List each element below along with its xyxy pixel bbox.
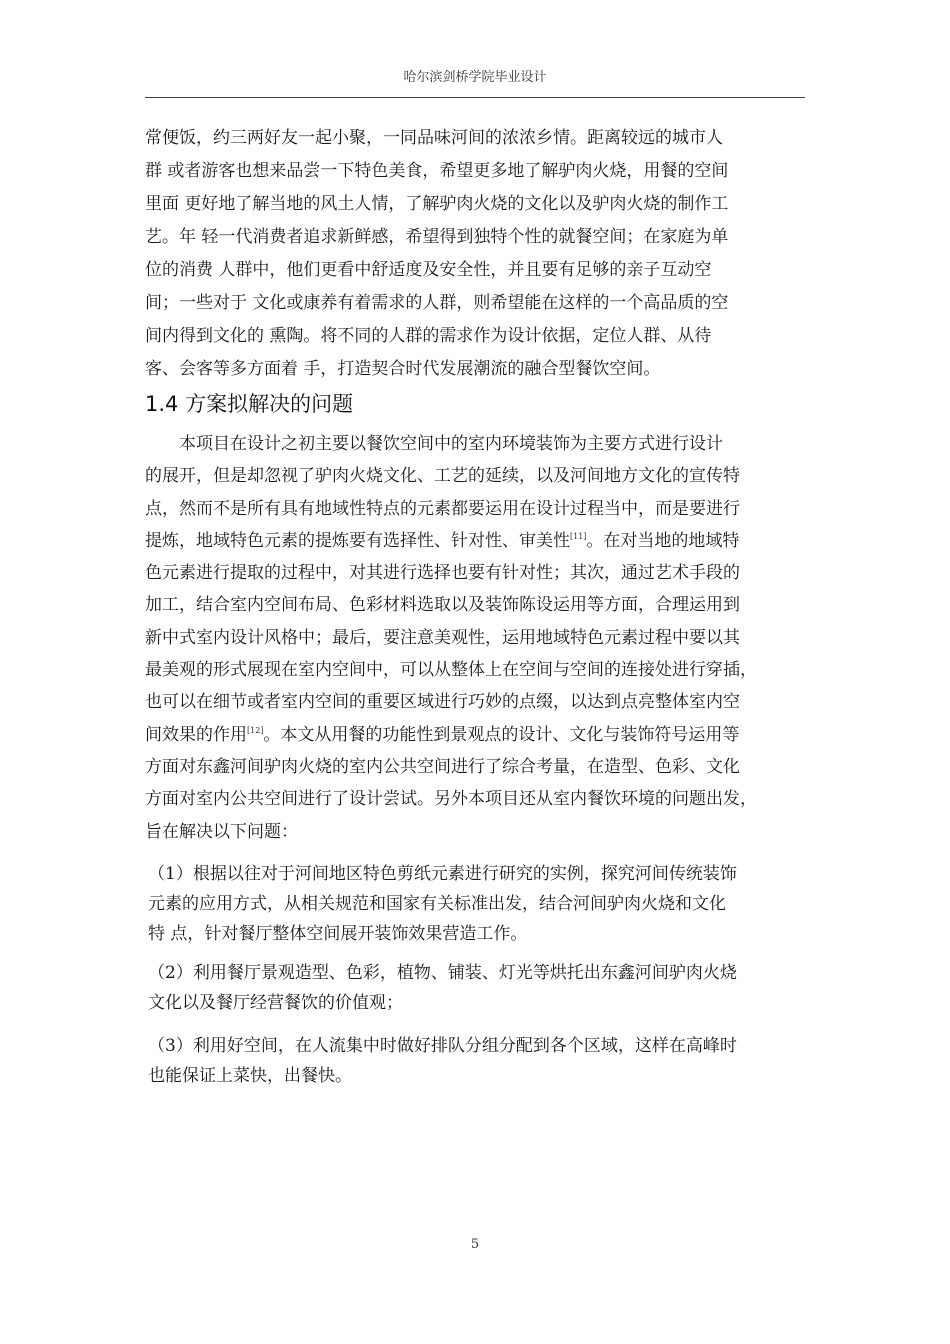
text-line: 常便饭，约三两好友一起小聚，一同品味河间的浓浓乡情。距离较远的城市人 (145, 128, 723, 148)
text-segment: 间效果的作用 (145, 724, 247, 745)
text-line: （2）利用餐厅景观造型、色彩，植物、铺装、灯光等烘托出东鑫河间驴肉火烧 (148, 963, 737, 983)
text-line: 群 或者游客也想来品尝一下特色美食，希望更多地了解驴肉火烧，用餐的空间 (145, 161, 729, 181)
text-line: 本项目在设计之初主要以餐饮空间中的室内环境装饰为主要方式进行设计 (145, 434, 723, 454)
text-line: 方面对东鑫河间驴肉火烧的室内公共空间进行了综合考量，在造型、色彩、文化 (145, 756, 740, 777)
text-line: 旨在解决以下问题： (145, 821, 298, 842)
text-line: 间内得到文化的 熏陶。将不同的人群的需求作为设计依据，定位人群、从待 (145, 326, 712, 346)
citation-12: [12] (247, 725, 264, 735)
text-line: 元素的应用方式，从相关规范和国家有关标准出发，结合河间驴肉火烧和文化 (148, 894, 726, 914)
text-line: 特 点，针对餐厅整体空间展开装饰效果营造工作。 (148, 924, 528, 944)
section-heading: 1.4 方案拟解决的问题 (145, 392, 354, 416)
text-line: （1）根据以往对于河间地区特色剪纸元素进行研究的实例，探究河间传统装饰 (148, 864, 737, 884)
header-divider (145, 97, 805, 98)
text-line: 位的消费 人群中，他们更看中舒适度及安全性，并且要有足够的亲子互动空 (145, 260, 712, 280)
list-item-2 (148, 958, 810, 1018)
text-line: （3）利用好空间，在人流集中时做好排队分组分配到各个区域，这样在高峰时 (148, 1036, 737, 1056)
text-segment: 。在对当地的地域特 (586, 530, 740, 551)
text-line: 里面 更好地了解当地的风土人情，了解驴肉火烧的文化以及驴肉火烧的制作工 (145, 194, 729, 214)
text-line: 点，然而不是所有具有地域性特点的元素都要运用在设计过程当中，而是要进行 (145, 498, 740, 519)
text-line: 加工，结合室内空间布局、色彩材料选取以及装饰陈设运用等方面，合理运用到 (145, 595, 740, 616)
text-line: 间；一些对于 文化或康养有着需求的人群，则希望能在这样的一个高品质的空 (145, 293, 729, 313)
text-line: 方面对室内公共空间进行了设计尝试。另外本项目还从室内餐饮环境的问题出发， (145, 789, 757, 810)
paragraph-audience (145, 122, 811, 386)
paragraph-problems (145, 428, 811, 848)
text-line: 新中式室内设计风格中；最后，要注意美观性，运用地域特色元素过程中要以其 (145, 627, 740, 648)
text-line: 也能保证上菜快，出餐快。 (148, 1066, 352, 1086)
list-item-1 (148, 859, 810, 949)
citation-11: [11] (570, 531, 587, 541)
text-line: 最美观的形式展现在室内空间中，可以从整体上在空间与空间的连接处进行穿插， (145, 660, 757, 681)
text-line: 色元素进行提取的过程中，对其进行选择也要有针对性；其次，通过艺术手段的 (145, 563, 740, 584)
text-segment: 。本文从用餐的功能性到景观点的设计、文化与装饰符号运用等 (263, 724, 740, 745)
text-line: 也可以在细节或者室内空间的重要区域进行巧妙的点缀，以达到点亮整体室内空 (145, 692, 740, 713)
page-header: 哈尔滨剑桥学院毕业设计 (403, 70, 547, 85)
text-line-with-citation (145, 525, 811, 557)
text-line-with-citation (145, 719, 811, 751)
text-segment: 提炼，地域特色元素的提炼要有选择性、针对性、审美性 (145, 530, 570, 551)
page-number: 5 (470, 1237, 480, 1252)
text-line: 艺。年 轻一代消费者追求新鲜感，希望得到独特个性的就餐空间；在家庭为单 (145, 227, 729, 247)
list-item-3 (148, 1031, 810, 1091)
text-line: 文化以及餐厅经营餐饮的价值观； (148, 993, 403, 1013)
text-line: 客、会客等多方面着 手，打造契合时代发展潮流的融合型餐饮空间。 (145, 359, 661, 379)
text-line: 的展开，但是却忽视了驴肉火烧文化、工艺的延续，以及河间地方文化的宣传特 (145, 466, 740, 487)
